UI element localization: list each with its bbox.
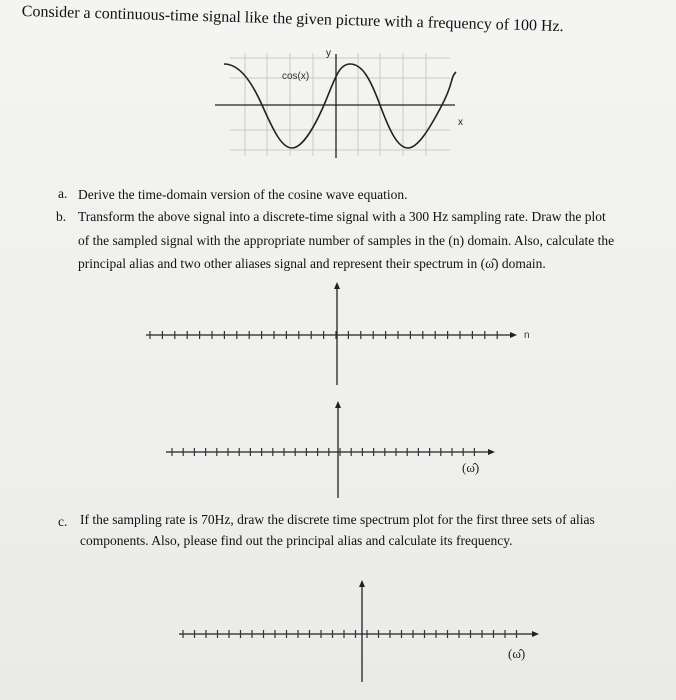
- n-domain-plot: [140, 280, 540, 390]
- omega-plot-1: [160, 400, 520, 500]
- n-plot-y-arrow: [334, 282, 340, 289]
- curve-label: cos(x): [282, 71, 310, 82]
- y-axis-label: y: [326, 48, 331, 59]
- omega2-x-arrow: [532, 631, 539, 637]
- item-a-line-1: Derive the time-domain version of the cosine wave equation.: [78, 187, 408, 202]
- item-c-line-2: components. Also, please find out the principal alias and calculate its frequency.: [80, 533, 513, 548]
- omega-label-2: (ω̂): [508, 646, 526, 661]
- cosine-figure: [210, 48, 470, 168]
- n-axis-label: n: [524, 330, 530, 341]
- item-c-label: c.: [58, 514, 68, 529]
- item-a-label: a.: [58, 186, 68, 201]
- item-b-line-2: of the sampled signal with the appropriate number of samples in the (n) domain. Also, calculate the: [78, 233, 615, 248]
- omega1-y-arrow: [335, 401, 341, 408]
- cosine-curve: [224, 64, 456, 148]
- intro-text: Consider a continuous-time signal like the given picture with a frequency of 100 Hz.: [21, 3, 564, 36]
- n-plot-x-arrow: [510, 332, 517, 338]
- item-b-line-1: Transform the above signal into a discrete-time signal with a 300 Hz sampling rate. Draw the plot: [78, 209, 606, 224]
- omega-plot-2: [175, 578, 555, 688]
- omega2-y-arrow: [359, 580, 365, 587]
- item-c-line-1: If the sampling rate is 70Hz, draw the discrete time spectrum plot for the first three sets of alias: [80, 512, 595, 527]
- x-axis-label: x: [458, 117, 463, 128]
- item-b-line-3: principal alias and two other aliases signal and represent their spectrum in (ω̂) domain.: [78, 256, 546, 271]
- omega1-x-arrow: [488, 449, 495, 455]
- item-b-label: b.: [56, 209, 67, 224]
- omega-label-1: (ω̂): [462, 460, 480, 475]
